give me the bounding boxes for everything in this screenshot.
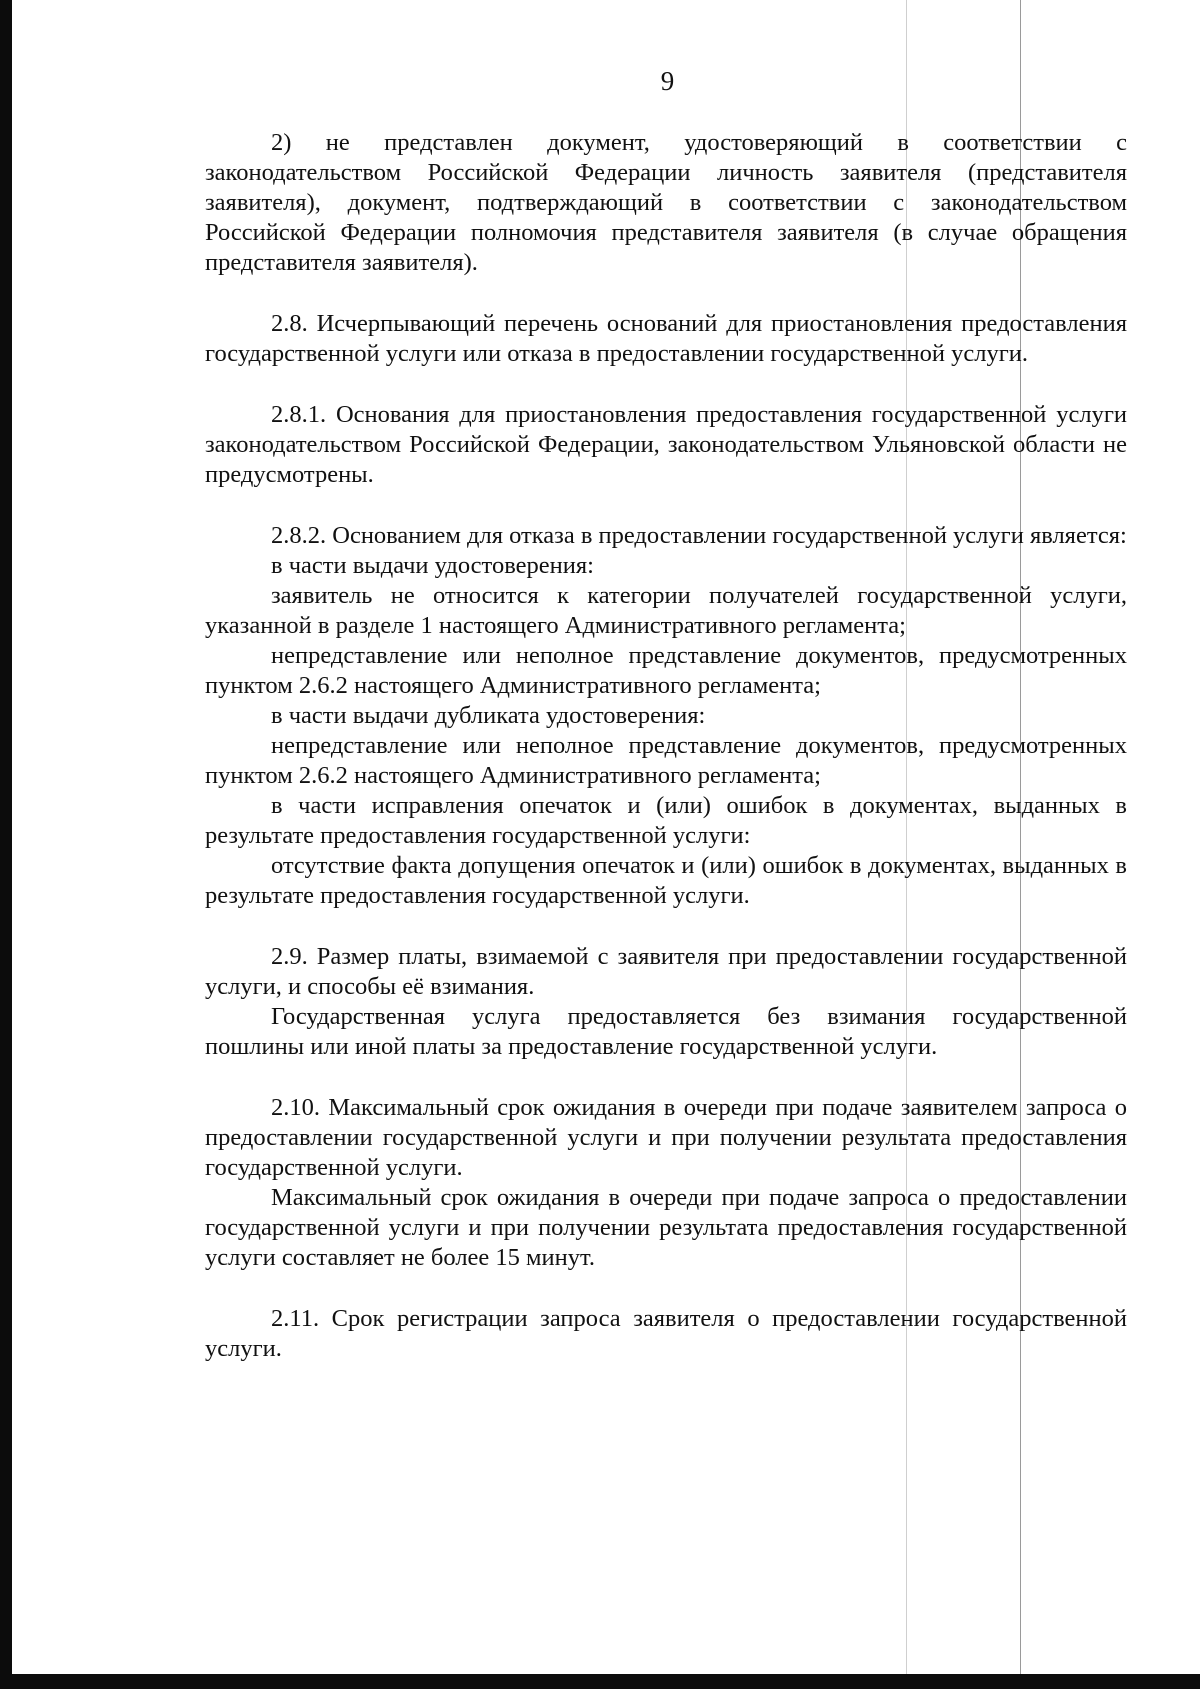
paragraph-free-of-charge: Государственная услуга предоставляется без взимания государственной пошлины или иной платы за предоставление государственной услуги. bbox=[205, 1003, 1127, 1060]
section-heading-2-9: 2.9. Размер платы, взимаемой с заявителя при предоставлении государственной услуги, и способы её взимания. bbox=[205, 943, 1127, 1000]
paragraph-typo-correction: в части исправления опечаток и (или) ошибок в документах, выданных в результате предоставления государственной услуги: bbox=[205, 792, 1127, 849]
paragraph-documents-missing: непредставление или неполное представление документов, предусмотренных пунктом 2.6.2 настоящего Административного регламента; bbox=[205, 642, 1127, 699]
paragraph-2-8-1: 2.8.1. Основания для приостановления предоставления государственной услуги законодательством Российской Федерации, законодательством Ульяновской области не предусмотрены. bbox=[205, 401, 1127, 488]
section-heading-2-8: 2.8. Исчерпывающий перечень оснований для приостановления предоставления государственной услуги или отказа в предоставлении государственной услуги. bbox=[205, 310, 1127, 367]
paragraph-waiting-time: Максимальный срок ожидания в очереди при подаче запроса о предоставлении государственной услуги и при получении результата предоставления государственной услуги составляет не более 15 минут. bbox=[205, 1184, 1127, 1271]
paragraph-certificate-issue: в части выдачи удостоверения: bbox=[271, 552, 594, 579]
paragraph-duplicate-issue: в части выдачи дубликата удостоверения: bbox=[271, 702, 706, 729]
paragraph-no-typo-fact: отсутствие факта допущения опечаток и (или) ошибок в документах, выданных в результате предоставления государственной услуги. bbox=[205, 852, 1127, 909]
section-heading-2-11: 2.11. Срок регистрации запроса заявителя о предоставлении государственной услуги. bbox=[205, 1305, 1127, 1362]
page-number: 9 bbox=[660, 66, 675, 96]
scan-left-edge bbox=[0, 0, 12, 1689]
scan-bottom-edge bbox=[0, 1674, 1200, 1689]
section-heading-2-10: 2.10. Максимальный срок ожидания в очереди при подаче заявителем запроса о предоставлении государственной услуги и при получении результата предоставления государственной услуги. bbox=[205, 1094, 1127, 1181]
paragraph-documents-missing-duplicate: непредставление или неполное представление документов, предусмотренных пунктом 2.6.2 настоящего Административного регламента; bbox=[205, 732, 1127, 789]
paragraph-item-2: 2) не представлен документ, удостоверяющий в соответствии с законодательством Российской Федерации личность заявителя (представителя заявителя), документ, подтверждающий в соответствии с законодательством Российской Федерации полномочия представителя заявителя (в случае обращения представителя заявителя). bbox=[205, 129, 1127, 276]
paragraph-2-8-2: 2.8.2. Основанием для отказа в предоставлении государственной услуги является: bbox=[271, 522, 1127, 549]
paragraph-not-in-category: заявитель не относится к категории получателей государственной услуги, указанной в разделе 1 настоящего Административного регламента; bbox=[205, 582, 1127, 639]
document-body bbox=[205, 128, 1127, 1364]
